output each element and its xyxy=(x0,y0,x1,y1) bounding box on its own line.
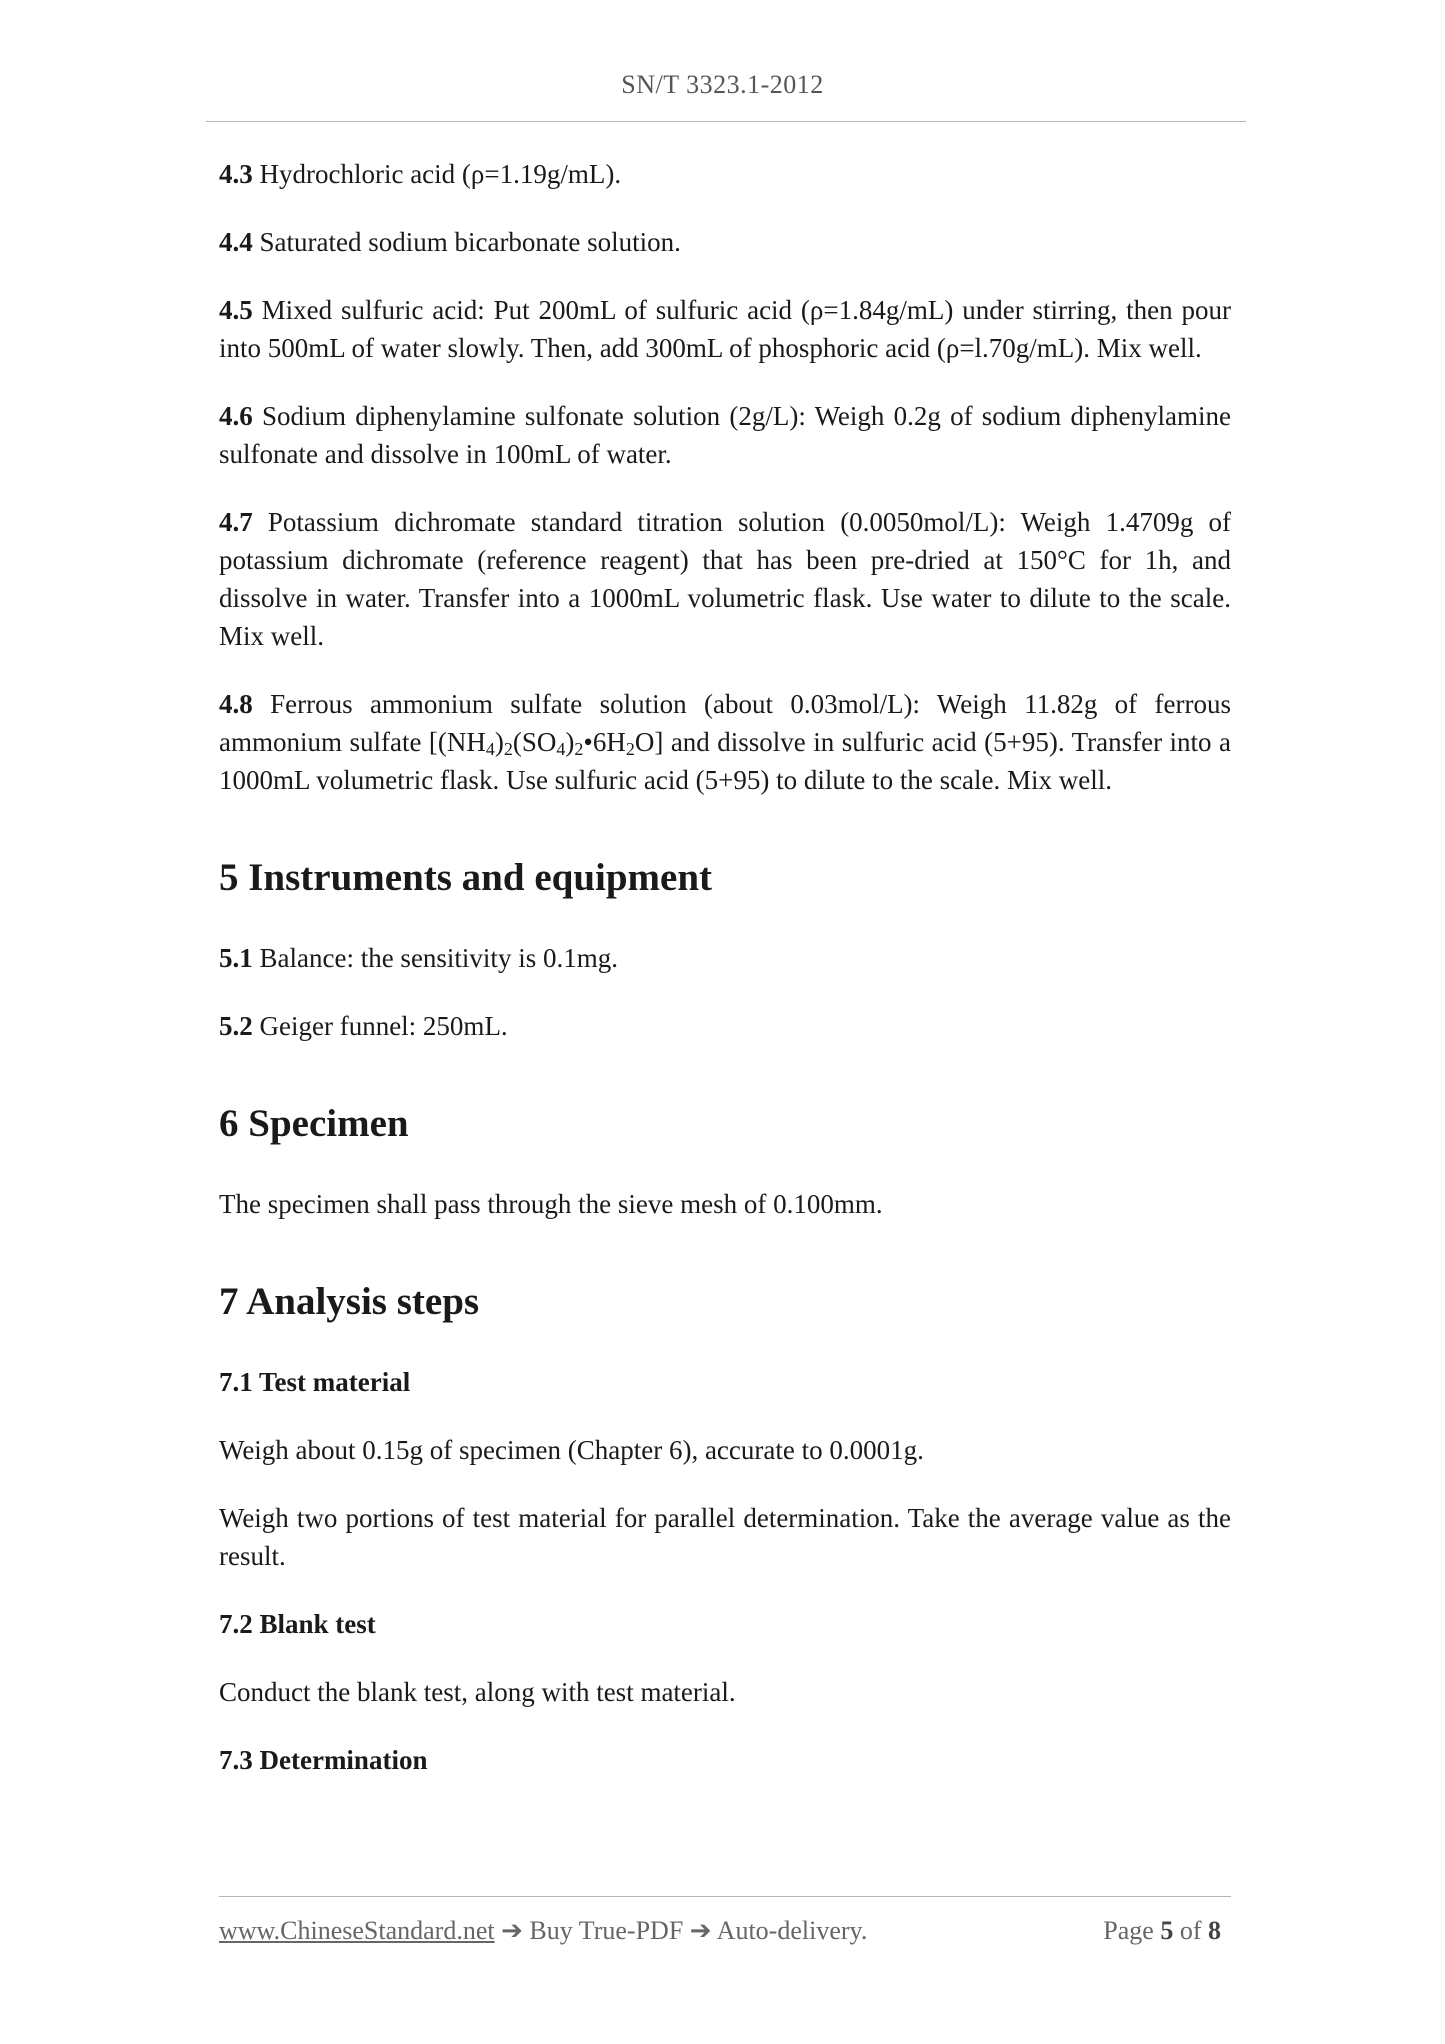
clause-text: •6H xyxy=(583,727,626,757)
arrow-right-icon: ➔ xyxy=(689,1916,712,1945)
page-footer xyxy=(219,1916,1231,1956)
section-6-heading: 6 Specimen xyxy=(219,1102,409,1145)
clause-text: Hydrochloric acid (ρ=1.19g/mL). xyxy=(252,159,622,189)
test-material-text-2: Weigh two portions of test material for parallel determination. Take the average value as the result. xyxy=(219,1503,1231,1571)
page-content xyxy=(219,155,1231,1809)
subsection-7-1-heading: 7.1 Test material xyxy=(219,1367,411,1397)
clause-number: 4.5 xyxy=(219,295,253,325)
reagent-4-8 xyxy=(219,685,1231,799)
reagent-4-6 xyxy=(219,397,1231,473)
page-indicator xyxy=(1103,1916,1221,1946)
subsection-7-3-heading: 7.3 Determination xyxy=(219,1745,428,1775)
clause-text: (SO xyxy=(512,727,557,757)
clause-text: Balance: the sensitivity is 0.1mg. xyxy=(252,943,618,973)
blank-test-text: Conduct the blank test, along with test material. xyxy=(219,1677,736,1707)
of-label: of xyxy=(1179,1916,1202,1945)
clause-text: Potassium dichromate standard titration solution (0.0050mol/L): Weigh 1.4709g of potassium dichromate (reference reagent) that has been pre-dried at 150°C for 1h, and dissolve in water. Transfer into a 1000mL volumetric flask. Use water to dilute to the scale. Mix well. xyxy=(219,507,1231,651)
website-link[interactable]: www.ChineseStandard.net xyxy=(219,1916,495,1945)
reagent-4-5 xyxy=(219,291,1231,367)
subscript: 2 xyxy=(574,739,584,759)
page-label: Page xyxy=(1103,1916,1154,1945)
subsection-7-2-heading: 7.2 Blank test xyxy=(219,1609,376,1639)
footer-divider xyxy=(219,1896,1231,1897)
instrument-5-1 xyxy=(219,939,1231,977)
header-divider xyxy=(206,121,1246,122)
footer-promo xyxy=(219,1916,867,1946)
test-material-text-1: Weigh about 0.15g of specimen (Chapter 6), accurate to 0.0001g. xyxy=(219,1435,924,1465)
clause-number: 4.6 xyxy=(219,401,253,431)
clause-number: 5.1 xyxy=(219,943,253,973)
specimen-text: The specimen shall pass through the sieve mesh of 0.100mm. xyxy=(219,1189,883,1219)
clause-text: ) xyxy=(565,727,575,757)
reagent-4-4 xyxy=(219,223,1231,261)
instrument-5-2 xyxy=(219,1007,1231,1045)
arrow-right-icon: ➔ xyxy=(501,1916,523,1945)
section-7-heading: 7 Analysis steps xyxy=(219,1280,480,1323)
clause-number: 4.7 xyxy=(219,507,253,537)
reagent-4-3 xyxy=(219,155,1231,193)
section-5-heading: 5 Instruments and equipment xyxy=(219,856,713,899)
subscript: 4 xyxy=(556,739,566,759)
subscript: 2 xyxy=(625,739,635,759)
page-total: 8 xyxy=(1208,1916,1221,1945)
clause-number: 5.2 xyxy=(219,1011,253,1041)
clause-text: ) xyxy=(494,727,504,757)
auto-delivery-text: Auto-delivery. xyxy=(716,1916,868,1945)
clause-text: O] and dissolve in sulfuric acid (5+95). Transfer into a 1000mL volumetric flask. Use sulfuric acid (5+95) to dilute to the scale. Mix well. xyxy=(219,727,1231,795)
standard-code-header: SN/T 3323.1-2012 xyxy=(621,70,824,99)
clause-text: Geiger funnel: 250mL. xyxy=(252,1011,508,1041)
clause-text: Saturated sodium bicarbonate solution. xyxy=(252,227,681,257)
clause-text: Sodium diphenylamine sulfonate solution (2g/L): Weigh 0.2g of sodium diphenylamine sulfonate and dissolve in 100mL of water. xyxy=(219,401,1231,469)
clause-number: 4.8 xyxy=(219,689,253,719)
clause-number: 4.4 xyxy=(219,227,253,257)
subscript: 4 xyxy=(485,739,495,759)
clause-text: Mixed sulfuric acid: Put 200mL of sulfuric acid (ρ=1.84g/mL) under stirring, then pour into 500mL of water slowly. Then, add 300mL of phosphoric acid (ρ=l.70g/mL). Mix well. xyxy=(219,295,1231,363)
clause-number: 4.3 xyxy=(219,159,253,189)
reagent-4-7 xyxy=(219,503,1231,655)
clause-text: Ferrous ammonium sulfate solution (about 0.03mol/L): Weigh 11.82g of ferrous ammonium sulfate [(NH xyxy=(219,689,1231,757)
buy-true-pdf-text: Buy True-PDF xyxy=(529,1916,684,1945)
subscript: 2 xyxy=(503,739,513,759)
page-number: 5 xyxy=(1160,1916,1174,1945)
